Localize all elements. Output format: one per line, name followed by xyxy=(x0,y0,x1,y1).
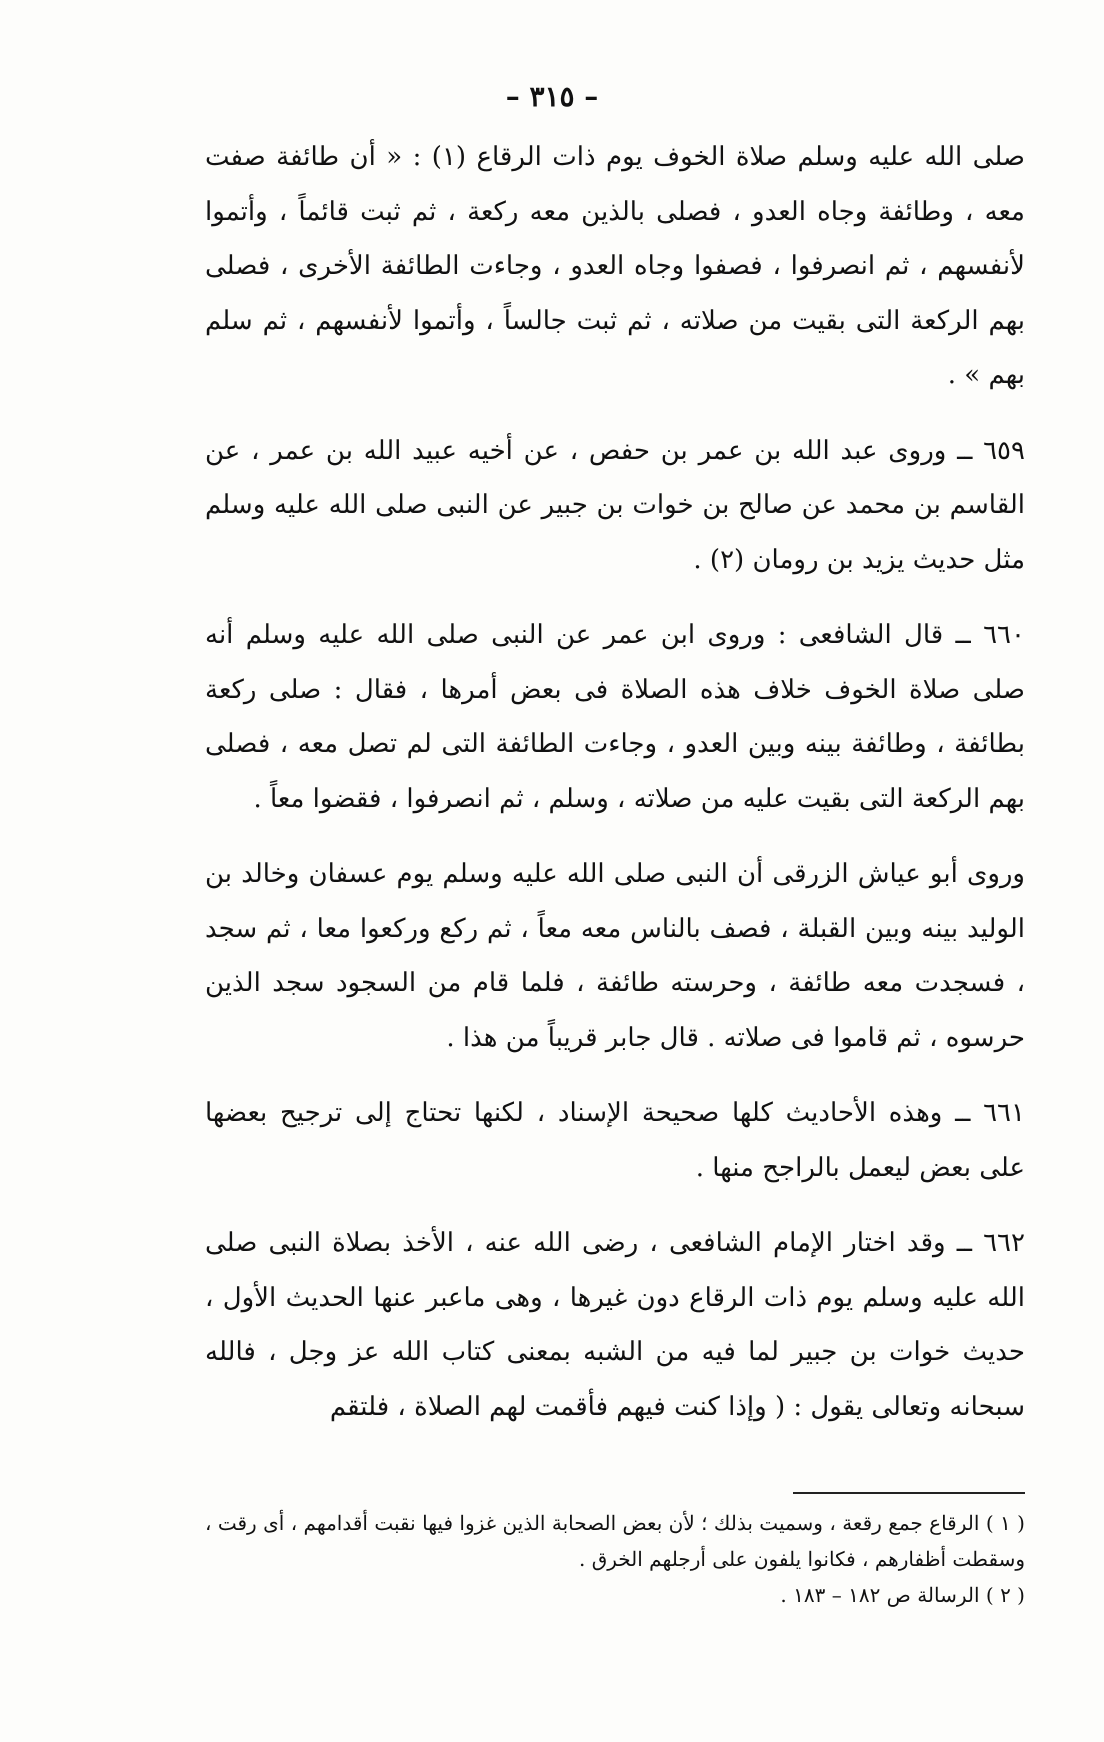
paragraph-abu-ayyash: وروى أبو عياش الزرقى أن النبى صلى الله عليه وسلم يوم عسفان وخالد بن الوليد بينه وبين القبلة ، فصف بالناس معه معاً ، ثم ركع وركعوا معا ، ثم سجد ، فسجدت معه طائفة ، وحرسته طائفة ، فلما قام من السجود سجد الذين حرسوه ، ثم قاموا فى صلاته . قال جابر قريباً من هذا . xyxy=(205,859,1025,1053)
footnote-separator xyxy=(793,1492,1025,1494)
page-number: – ٣١٥ – xyxy=(505,80,599,113)
main-text xyxy=(205,130,1025,1455)
footnotes xyxy=(205,1505,1025,1613)
paragraph-661: ٦٦١ ــ وهذه الأحاديث كلها صحيحة الإسناد ، لكنها تحتاج إلى ترجيح بعضها على بعض ليعمل بالراجح منها . xyxy=(205,1098,1025,1183)
footnote-1: ( ١ ) الرقاع جمع رقعة ، وسميت بذلك ؛ لأن بعض الصحابة الذين غزوا فيها نقبت أقدامهم ، أى رقت ، وسقطت أظفارهم ، فكانوا يلفون على أرجلهم الخرق . xyxy=(205,1511,1025,1571)
paragraph-659: ٦٥٩ ــ وروى عبد الله بن عمر بن حفص ، عن أخيه عبيد الله بن عمر ، عن القاسم بن محمد عن صالح بن خوات بن جبير عن النبى صلى الله عليه وسلم مثل حديث يزيد بن رومان (٢) . xyxy=(205,435,1025,575)
paragraph-660: ٦٦٠ ــ قال الشافعى : وروى ابن عمر عن النبى صلى الله عليه وسلم أنه صلى صلاة الخوف خلاف هذه الصلاة فى بعض أمرها ، فقال : صلى ركعة بطائفة ، وطائفة بينه وبين العدو ، وجاءت الطائفة التى لم تصل معه ، فصلى بهم الركعة التى بقيت عليه من صلاته ، وسلم ، ثم انصرفوا ، فقضوا معاً . xyxy=(205,620,1025,814)
footnote-2: ( ٢ ) الرسالة ص ١٨٢ – ١٨٣ . xyxy=(780,1583,1025,1607)
paragraph-continuation: صلى الله عليه وسلم صلاة الخوف يوم ذات الرقاع (١) : « أن طائفة صفت معه ، وطائفة وجاه العدو ، فصلى بالذين معه ركعة ، ثم ثبت قائماً ، وأتموا لأنفسهم ، ثم انصرفوا ، فصفوا وجاه العدو ، وجاءت الطائفة الأخرى ، فصلى بهم الركعة التى بقيت من صلاته ، ثم ثبت جالساً ، وأتموا لأنفسهم ، ثم سلم بهم » . xyxy=(205,142,1026,390)
paragraph-662: ٦٦٢ ــ وقد اختار الإمام الشافعى ، رضى الله عنه ، الأخذ بصلاة النبى صلى الله عليه وسلم يوم ذات الرقاع دون غيرها ، وهى ماعبر عنها الحديث الأول ، حديث خوات بن جبير لما فيه من الشبه بمعنى كتاب الله عز وجل ، فالله سبحانه وتعالى يقول : ( وإذا كنت فيهم فأقمت لهم الصلاة ، فلتقم xyxy=(205,1228,1025,1422)
